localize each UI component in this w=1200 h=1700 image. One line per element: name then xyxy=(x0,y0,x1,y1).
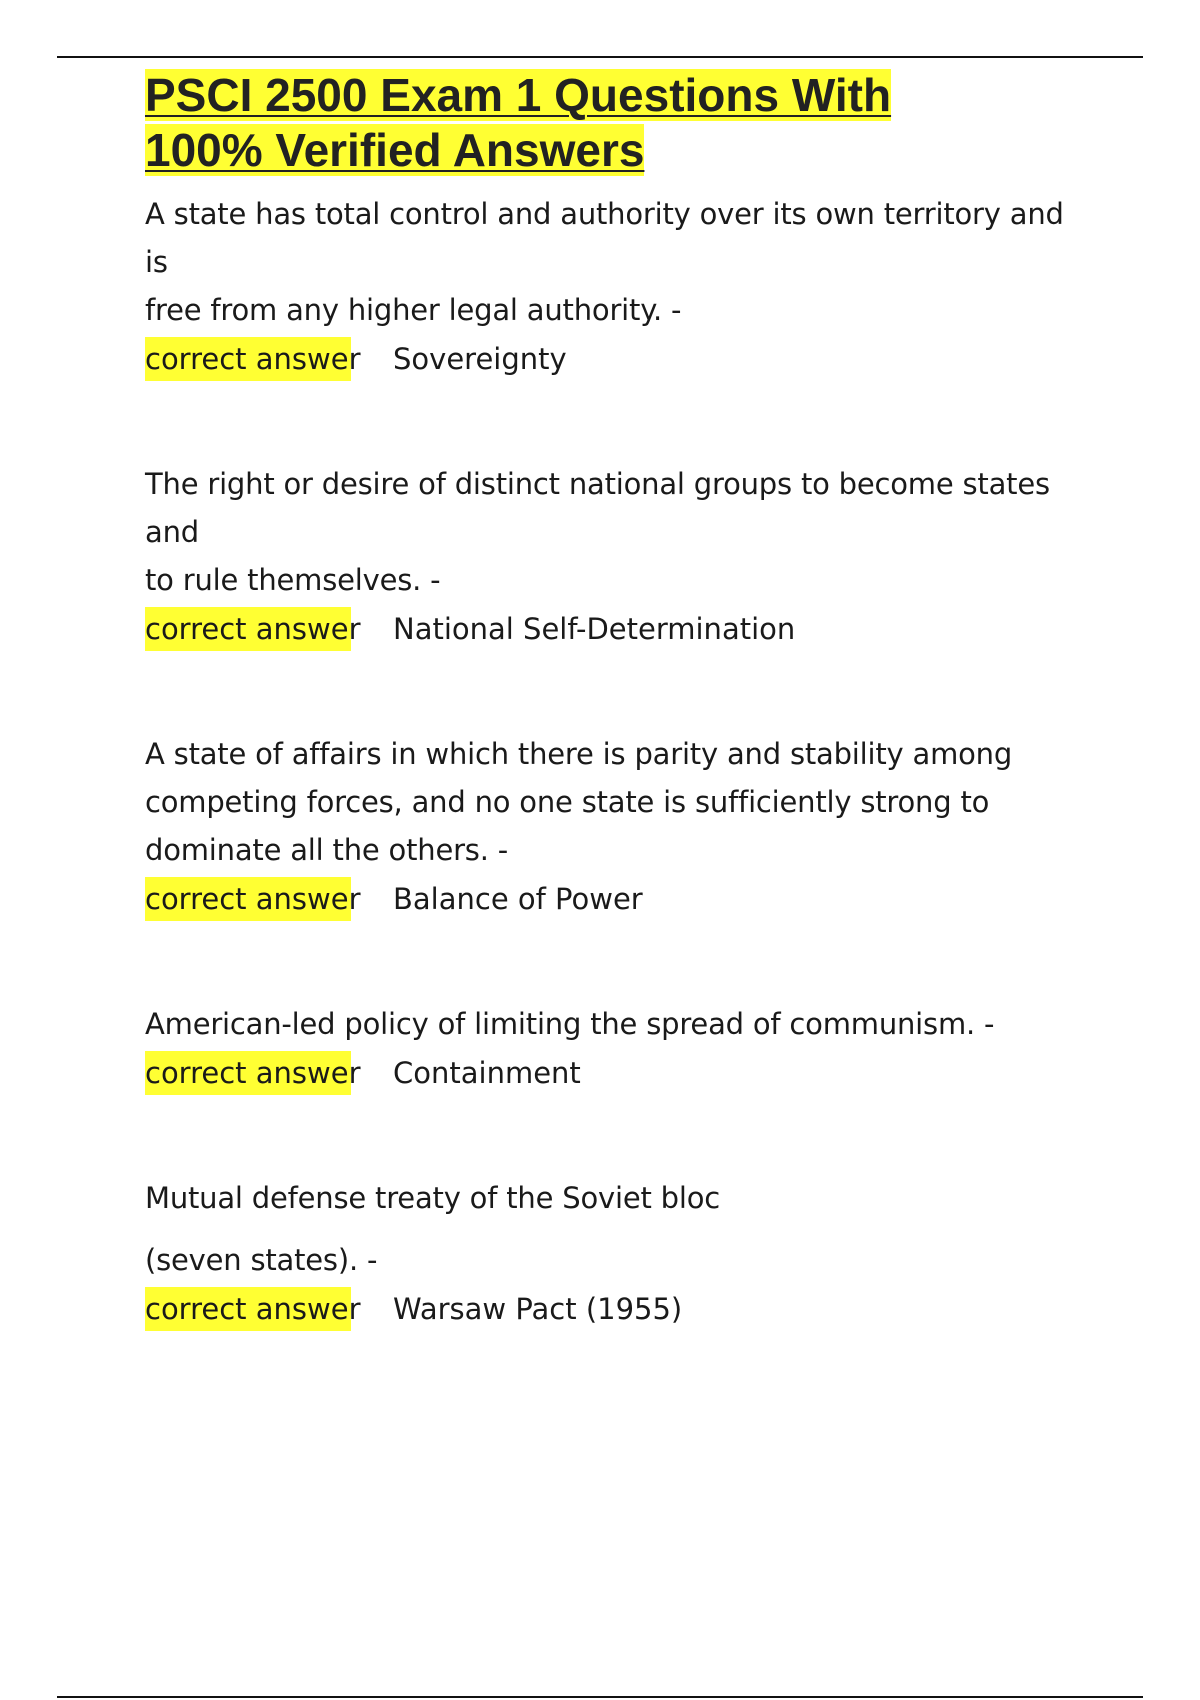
question-line: The right or desire of distinct national groups to become states and xyxy=(145,467,1050,549)
answer-text: National Self-Determination xyxy=(393,612,796,646)
correct-answer-tag: correct answer xyxy=(145,337,351,381)
answer-text: Containment xyxy=(393,1056,581,1090)
title-line-2: 100% Verified Answers xyxy=(145,124,645,176)
document-body xyxy=(145,68,1095,1410)
title-line-1: PSCI 2500 Exam 1 Questions With xyxy=(145,69,892,121)
correct-answer-tag: correct answer xyxy=(145,1287,351,1331)
qa-item-3 xyxy=(145,730,1095,924)
qa-item-2 xyxy=(145,460,1095,654)
answer-row xyxy=(145,1048,1095,1098)
answer-text: Warsaw Pact (1955) xyxy=(393,1292,683,1326)
correct-answer-tag: correct answer xyxy=(145,1051,351,1095)
question-line: American-led policy of limiting the spread of communism. - xyxy=(145,1007,995,1041)
qa-item-4 xyxy=(145,1000,1095,1098)
correct-answer-tag: correct answer xyxy=(145,877,351,921)
question-line: A state has total control and authority over its own territory and is xyxy=(145,197,1064,279)
answer-row xyxy=(145,874,1095,924)
answer-row xyxy=(145,334,1095,384)
answer-text: Balance of Power xyxy=(393,882,643,916)
question-line: A state of affairs in which there is parity and stability among xyxy=(145,737,1013,771)
answer-text: Sovereignty xyxy=(393,342,567,376)
question-line: Mutual defense treaty of the Soviet bloc xyxy=(145,1181,721,1215)
correct-answer-tag: correct answer xyxy=(145,607,351,651)
answer-row xyxy=(145,604,1095,654)
question-line: free from any higher legal authority. - xyxy=(145,293,682,327)
top-rule xyxy=(57,56,1143,58)
question-line: dominate all the others. - xyxy=(145,833,509,867)
qa-item-5 xyxy=(145,1174,1095,1334)
document-title xyxy=(145,68,1095,178)
question-line: to rule themselves. - xyxy=(145,563,441,597)
qa-item-1 xyxy=(145,190,1095,384)
answer-row xyxy=(145,1284,1095,1334)
question-line: competing forces, and no one state is sufficiently strong to xyxy=(145,785,990,819)
bottom-rule xyxy=(57,1696,1143,1698)
question-line: (seven states). - xyxy=(145,1243,378,1277)
